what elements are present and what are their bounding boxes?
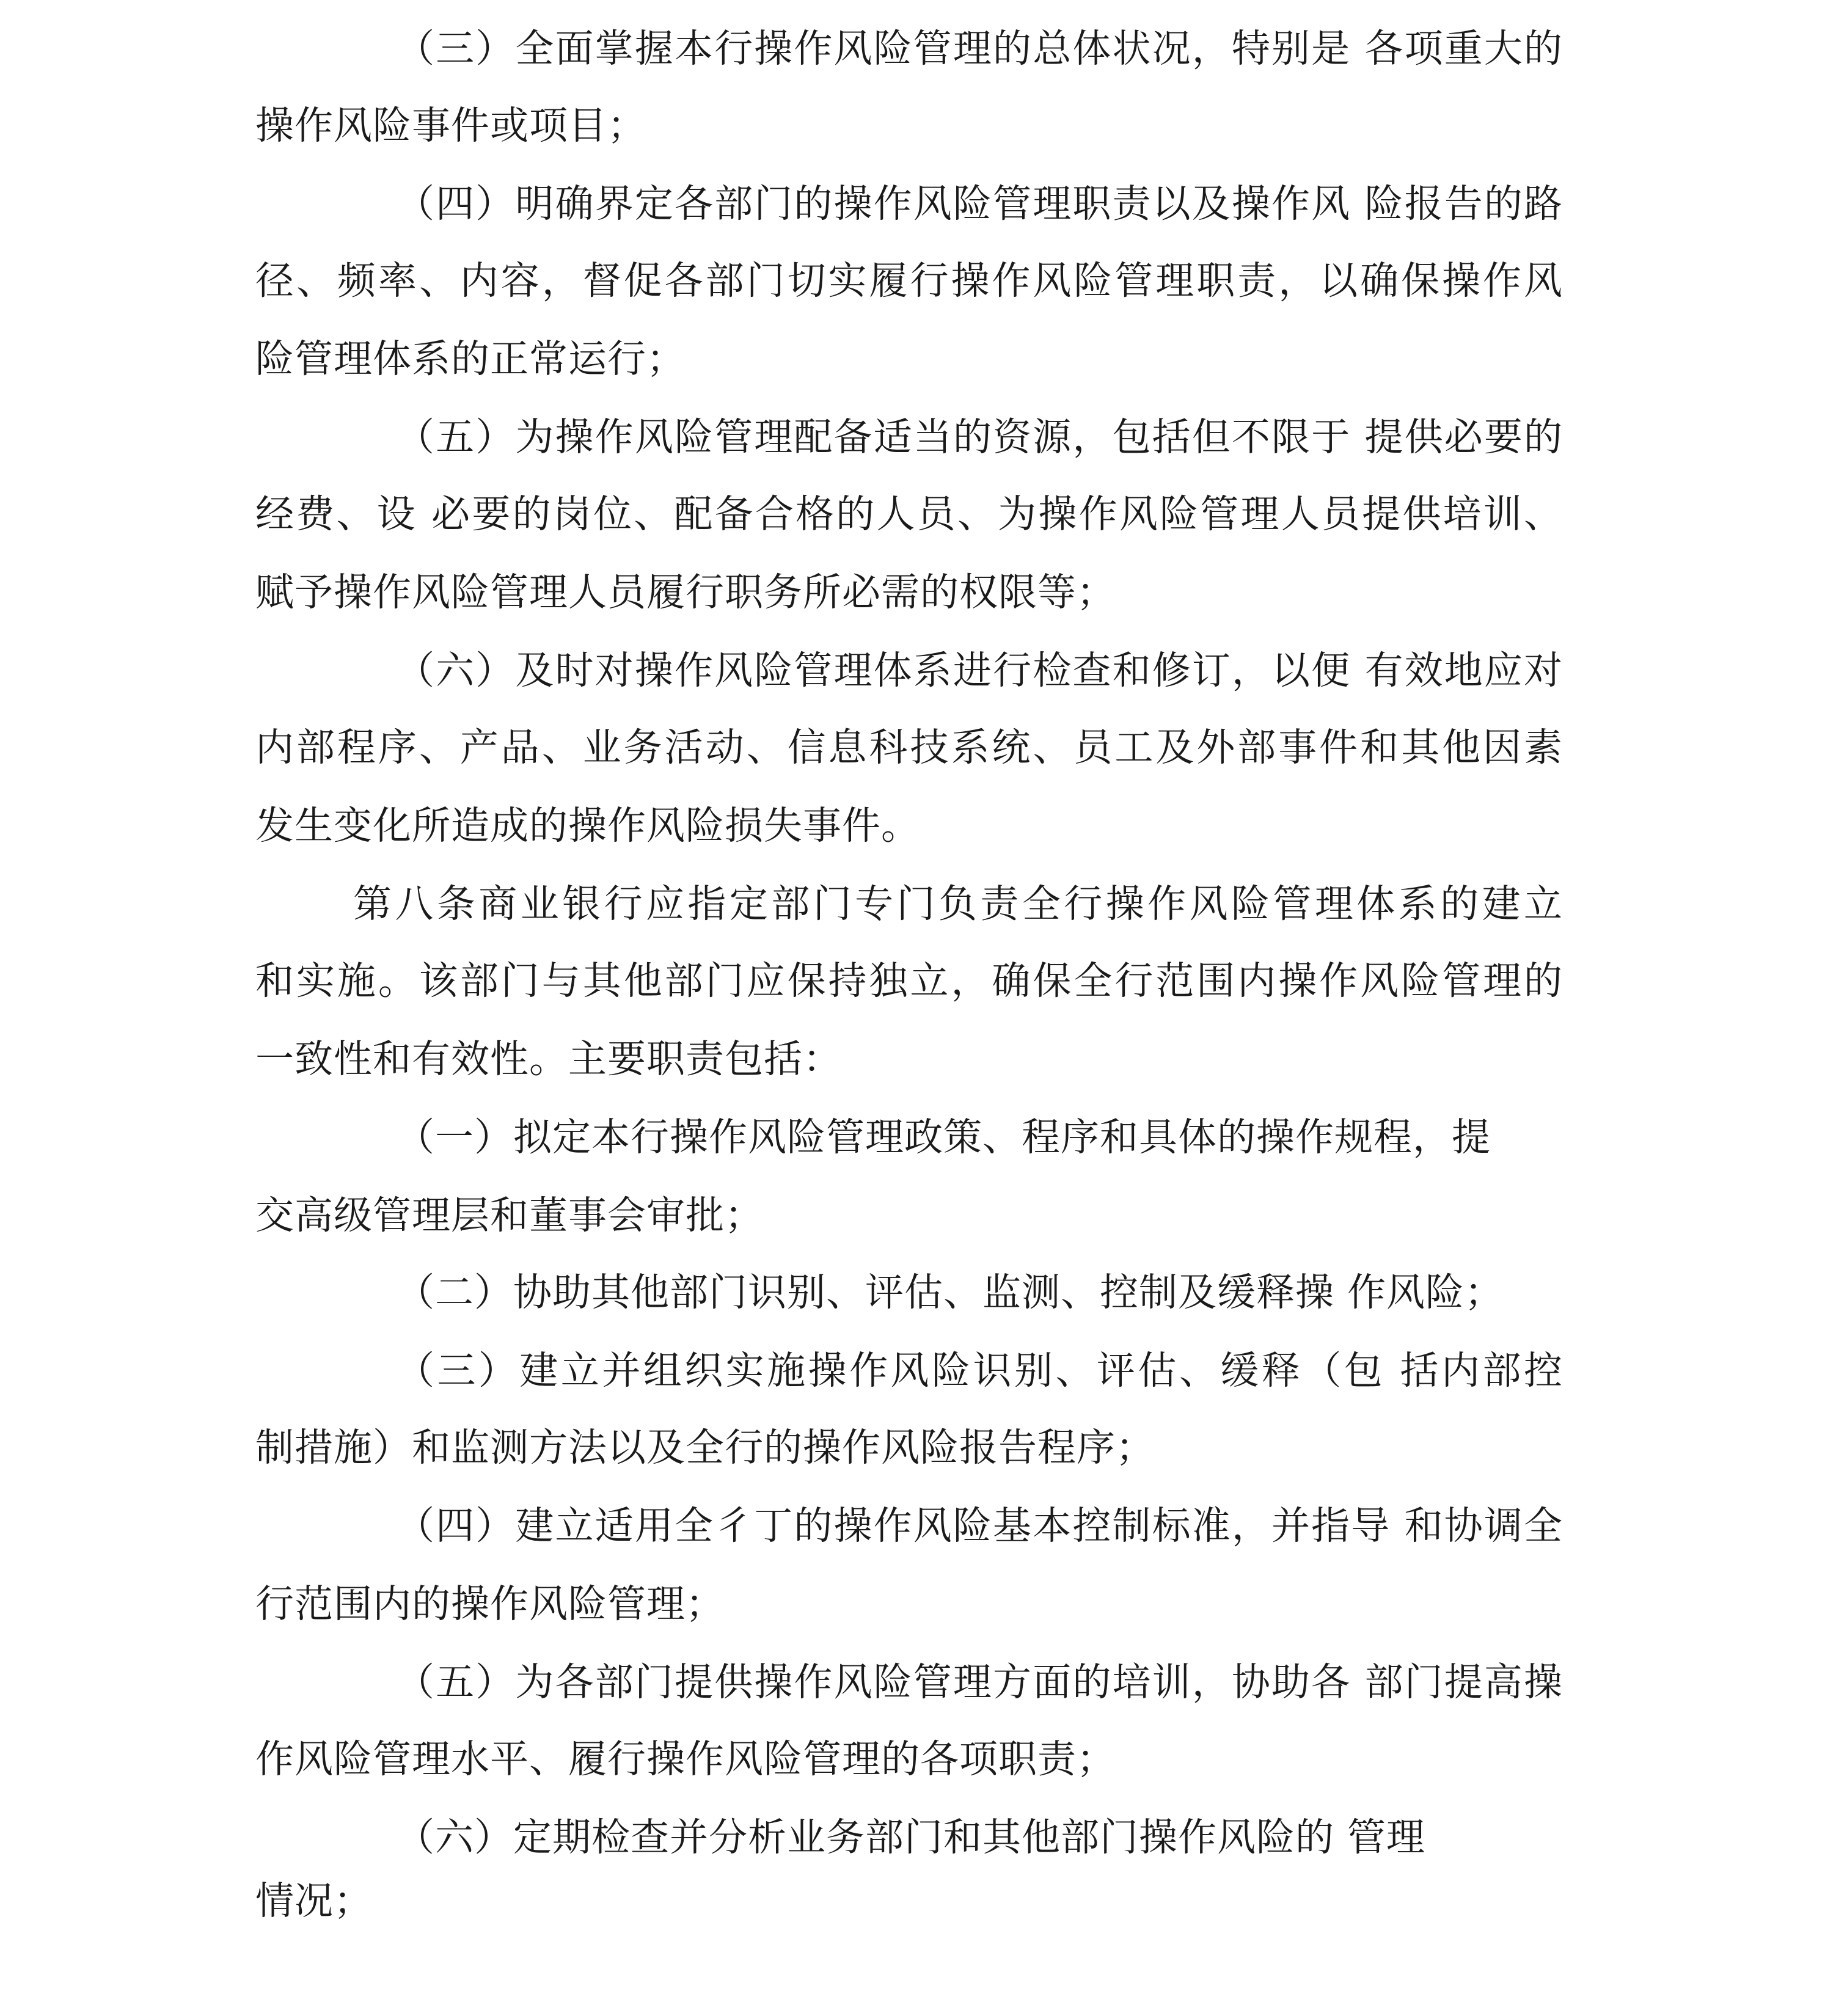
- text-line: （五）为各部门提供操作风险管理方面的培训，协助各 部门提高操: [396, 1660, 1563, 1704]
- text-line: 内部程序、产品、业务活动、信息科技系统、员工及外部事件和其他因素: [255, 725, 1563, 770]
- text-line: （三）建立并组织实施操作风险识别、评估、缓释（包 括内部控: [396, 1348, 1563, 1393]
- text-line: （六）定期检查并分析业务部门和其他部门操作风险的 管理: [396, 1815, 1426, 1860]
- text-line: 和实施。该部门与其他部门应保持独立，确保全行范围内操作风险管理的: [255, 959, 1563, 1003]
- text-line: 情况；: [255, 1879, 373, 1923]
- article-heading-line: 第八条商业银行应指定部门专门负责全行操作风险管理体系的建立: [353, 882, 1563, 926]
- text-line: 作风险管理水平、履行操作风险管理的各项职责；: [255, 1737, 1116, 1781]
- text-line: 经费、设 必要的岗位、配备合格的人员、为操作风险管理人员提供培训、: [255, 492, 1563, 536]
- text-line: （四）建立适用全彳丁的操作风险基本控制标准，并指导 和协调全: [396, 1503, 1563, 1548]
- text-line: （五）为操作风险管理配备适当的资源，包括但不限于 提供必要的: [396, 415, 1563, 459]
- text-line: 交高级管理层和董事会审批；: [255, 1193, 764, 1238]
- text-line: 险管理体系的正常运行；: [255, 337, 686, 381]
- text-line: （六）及时对操作风险管理体系进行检查和修订，以便 有效地应对: [396, 648, 1563, 693]
- text-line: 一致性和有效性。主要职责包括：: [255, 1037, 842, 1081]
- text-line: （三）全面掌握本行操作风险管理的总体状况，特别是 各项重大的: [396, 26, 1563, 71]
- text-line: （二）协助其他部门识别、评估、监测、控制及缓释操 作风险；: [396, 1270, 1504, 1315]
- document-page: [255, 0, 1563, 2016]
- text-line: 径、频率、内容，督促各部门切实履行操作风险管理职责，以确保操作风: [255, 258, 1563, 303]
- text-line: 发生变化所造成的操作风险损失事件。: [255, 803, 920, 848]
- text-line: 制措施）和监测方法以及全行的操作风险报告程序；: [255, 1425, 1155, 1470]
- text-line: 赋予操作风险管理人员履行职务所必需的权限等；: [255, 570, 1116, 615]
- text-line: 操作风险事件或项目；: [255, 103, 646, 148]
- text-line: 行范围内的操作风险管理；: [255, 1582, 725, 1626]
- text-line: （一）拟定本行操作风险管理政策、程序和具体的操作规程，提: [396, 1115, 1491, 1160]
- text-line: （四）明确界定各部门的操作风险管理职责以及操作风 险报告的路: [396, 181, 1563, 226]
